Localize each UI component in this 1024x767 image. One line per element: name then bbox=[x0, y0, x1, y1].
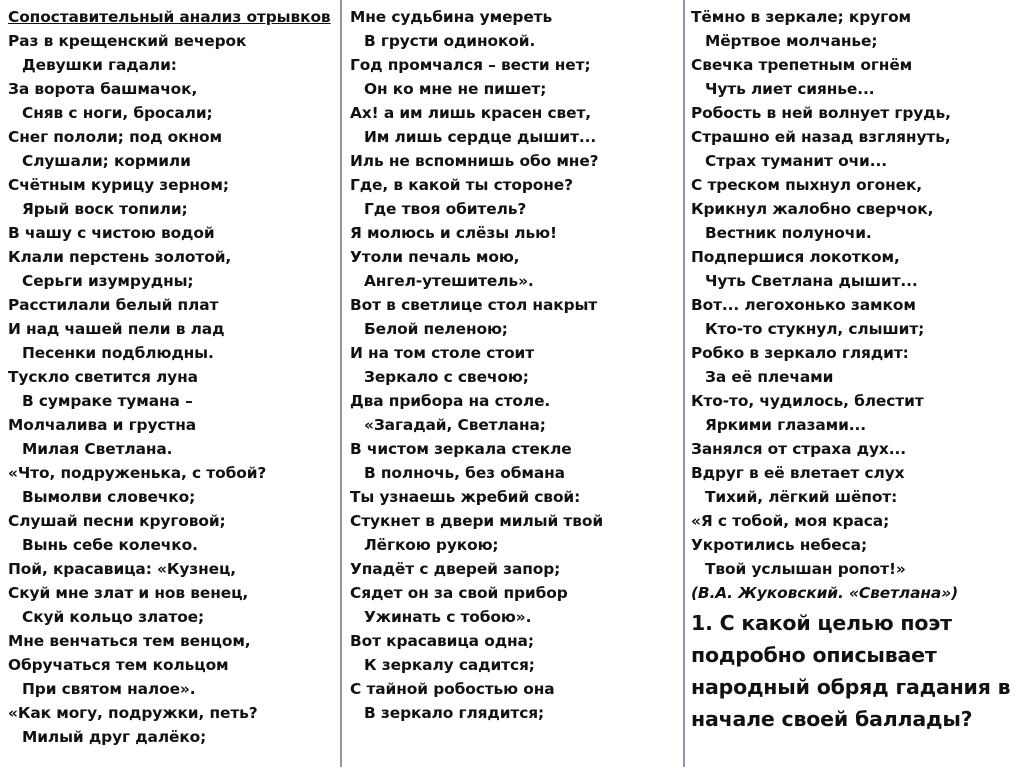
poem-line: Расстилали белый плат bbox=[8, 296, 219, 314]
poem-line: В чистом зеркала стекле bbox=[350, 440, 572, 458]
poem-line: И на том столе стоит bbox=[350, 344, 535, 362]
poem-line: Ах! а им лишь красен свет, bbox=[350, 104, 592, 122]
slide-title: Сопоставительный анализ отрывков bbox=[8, 8, 331, 26]
poem-line: Молчалива и грустна bbox=[8, 416, 197, 434]
poem-line: В зеркало глядится; bbox=[364, 704, 545, 722]
poem-line: С тайной робостью она bbox=[350, 680, 555, 698]
poem-line: Вестник полуночи. bbox=[705, 224, 872, 242]
poem-line: Мёртвое молчанье; bbox=[705, 32, 878, 50]
poem-line: Слушай песни круговой; bbox=[8, 512, 226, 530]
poem-line: Мне судьбина умереть bbox=[350, 8, 553, 26]
poem-line: Снег пололи; под окном bbox=[8, 128, 222, 146]
poem-line: Два прибора на столе. bbox=[350, 392, 551, 410]
poem-line: За ворота башмачок, bbox=[8, 80, 198, 98]
poem-line: Вымолви словечко; bbox=[22, 488, 196, 506]
poem-line: Пой, красавица: «Кузнец, bbox=[8, 560, 237, 578]
poem-line: Стукнет в двери милый твой bbox=[350, 512, 604, 530]
poem-line: Милый друг далёко; bbox=[22, 728, 207, 746]
poem-line: Твой услышан ропот!» bbox=[705, 560, 906, 578]
poem-line: Чуть лиет сиянье... bbox=[705, 80, 875, 98]
poem-line: В полночь, без обмана bbox=[364, 464, 565, 482]
poem-line: Тёмно в зеркале; кругом bbox=[691, 8, 912, 26]
poem-line: Белой пеленою; bbox=[364, 320, 508, 338]
poem-line: Серьги изумрудны; bbox=[22, 272, 194, 290]
poem-line: Лёгкою рукою; bbox=[364, 536, 499, 554]
poem-line: Страх туманит очи... bbox=[705, 152, 887, 170]
question-block bbox=[691, 607, 1024, 735]
poem-line: Яркими глазами... bbox=[705, 416, 867, 434]
poem-line: Год промчался – вести нет; bbox=[350, 56, 591, 74]
poem-line: Робко в зеркало глядит: bbox=[691, 344, 909, 362]
poem-line: Счётным курицу зерном; bbox=[8, 176, 229, 194]
poem-line: Страшно ей назад взглянуть, bbox=[691, 128, 951, 146]
poem-line: Занялся от страха дух... bbox=[691, 440, 906, 458]
poem-line: Ужинать с тобою». bbox=[364, 608, 532, 626]
poem-line: Зеркало с свечою; bbox=[364, 368, 529, 386]
poem-line: Ангел-утешитель». bbox=[364, 272, 534, 290]
poem-line: В сумраке тумана – bbox=[22, 392, 193, 410]
poem-line: Песенки подблюдны. bbox=[22, 344, 214, 362]
poem-line: Клали перстень золотой, bbox=[8, 248, 232, 266]
poem-line: Упадёт с дверей запор; bbox=[350, 560, 561, 578]
poem-line: В чашу с чистою водой bbox=[8, 224, 215, 242]
poem-line: Ты узнаешь жребий свой: bbox=[350, 488, 581, 506]
poem-line: Подпершися локотком, bbox=[691, 248, 900, 266]
poem-line: Иль не вспомнишь обо мне? bbox=[350, 152, 599, 170]
poem-line: «Как могу, подружки, петь? bbox=[8, 704, 258, 722]
question-line: народный обряд гадания в bbox=[691, 675, 1011, 699]
poem-line: Раз в крещенский вечерок bbox=[8, 32, 247, 50]
poem-line: «Что, подруженька, с тобой? bbox=[8, 464, 267, 482]
poem-lines-column-1 bbox=[8, 29, 340, 749]
question-line: подробно описывает bbox=[691, 643, 937, 667]
poem-line: Крикнул жалобно сверчок, bbox=[691, 200, 934, 218]
poem-line: Утоли печаль мою, bbox=[350, 248, 520, 266]
column-divider-1 bbox=[340, 0, 342, 767]
poem-lines-column-2 bbox=[350, 5, 682, 725]
poem-line: К зеркалу садится; bbox=[364, 656, 535, 674]
poem-line: Слушали; кормили bbox=[22, 152, 191, 170]
poem-line: Вот в светлице стол накрыт bbox=[350, 296, 598, 314]
poem-line: С треском пыхнул огонек, bbox=[691, 176, 923, 194]
poem-line: Обручаться тем кольцом bbox=[8, 656, 229, 674]
poem-line: Сядет он за свой прибор bbox=[350, 584, 568, 602]
poem-line: Робость в ней волнует грудь, bbox=[691, 104, 951, 122]
poem-line: Тихий, лёгкий шёпот: bbox=[705, 488, 898, 506]
poem-line: Свечка трепетным огнём bbox=[691, 56, 913, 74]
poem-line: Чуть Светлана дышит... bbox=[705, 272, 918, 290]
poem-line: «Загадай, Светлана; bbox=[364, 416, 546, 434]
author-citation: (В.А. Жуковский. «Светлана») bbox=[691, 584, 959, 602]
poem-line: Мне венчаться тем венцом, bbox=[8, 632, 251, 650]
poem-line: Укротились небеса; bbox=[691, 536, 867, 554]
poem-column-3 bbox=[682, 0, 1024, 767]
poem-line: Вдруг в её влетает слух bbox=[691, 464, 905, 482]
poem-line: В грусти одинокой. bbox=[364, 32, 536, 50]
poem-line: Где, в какой ты стороне? bbox=[350, 176, 573, 194]
poem-line: Сняв с ноги, бросали; bbox=[22, 104, 213, 122]
poem-line: Вот... легохонько замком bbox=[691, 296, 916, 314]
poem-line: Тускло светится луна bbox=[8, 368, 198, 386]
poem-line: И над чашей пели в лад bbox=[8, 320, 225, 338]
poem-line: Кто-то стукнул, слышит; bbox=[705, 320, 925, 338]
question-line: 1. С какой целью поэт bbox=[691, 611, 952, 635]
poem-column-2 bbox=[340, 0, 682, 767]
poem-line: Скуй мне злат и нов венец, bbox=[8, 584, 249, 602]
poem-column-1 bbox=[0, 0, 340, 767]
poem-line: Ярый воск топили; bbox=[22, 200, 188, 218]
poem-line: Милая Светлана. bbox=[22, 440, 173, 458]
poem-line: При святом налое». bbox=[22, 680, 196, 698]
poem-line: Вынь себе колечко. bbox=[22, 536, 198, 554]
poem-line: Девушки гадали: bbox=[22, 56, 177, 74]
poem-lines-column-3 bbox=[691, 5, 1024, 581]
poem-line: За её плечами bbox=[705, 368, 834, 386]
poem-line: Им лишь сердце дышит... bbox=[364, 128, 597, 146]
question-line: начале своей баллады? bbox=[691, 707, 973, 731]
column-divider-2 bbox=[683, 0, 685, 767]
poem-line: Я молюсь и слёзы лью! bbox=[350, 224, 557, 242]
poem-line: Где твоя обитель? bbox=[364, 200, 527, 218]
poem-line: Вот красавица одна; bbox=[350, 632, 534, 650]
poem-line: «Я с тобой, моя краса; bbox=[691, 512, 890, 530]
poem-line: Он ко мне не пишет; bbox=[364, 80, 547, 98]
poem-line: Скуй кольцо златое; bbox=[22, 608, 205, 626]
poem-line: Кто-то, чудилось, блестит bbox=[691, 392, 924, 410]
